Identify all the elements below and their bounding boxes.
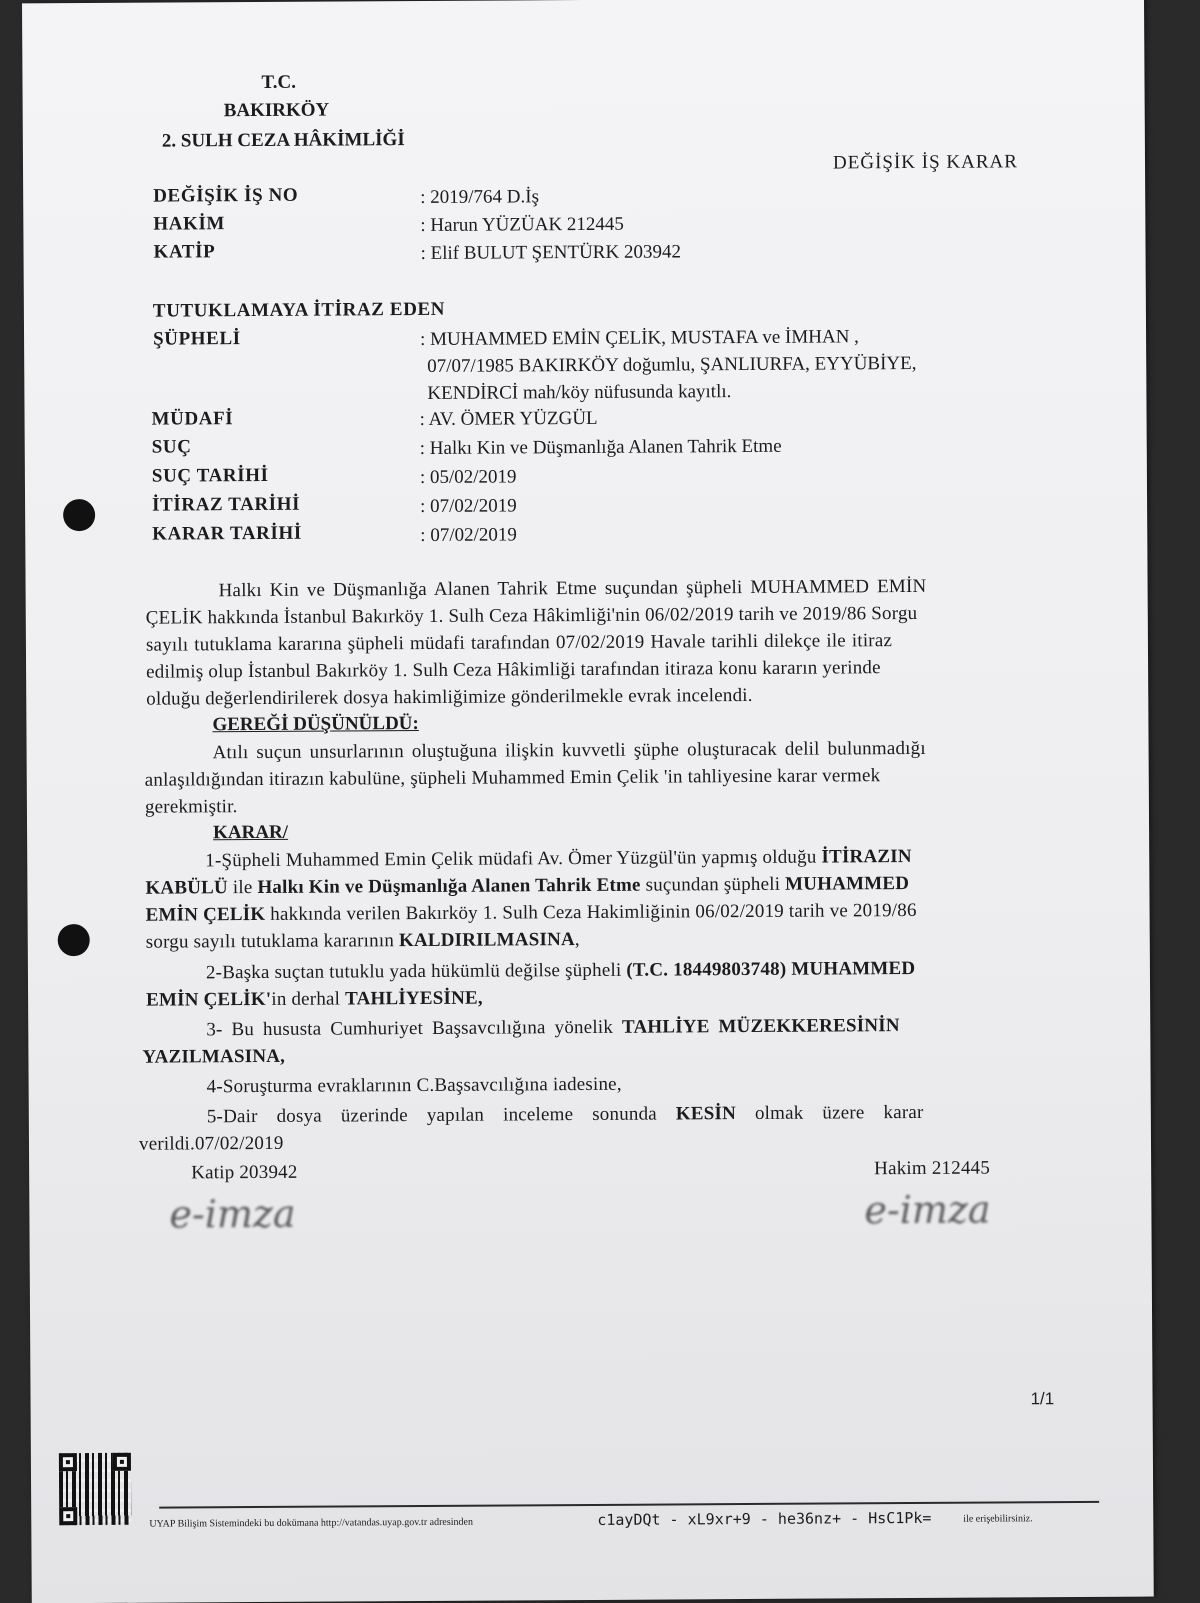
- judge-signature-label: Hakim 212445: [874, 1157, 991, 1180]
- footer-suffix: ile erişebilirsiniz.: [963, 1513, 1033, 1525]
- footer-divider: [159, 1501, 1099, 1509]
- judge-value: : Harun YÜZÜAK 212445: [420, 213, 624, 236]
- clerk-value: : Elif BULUT ŞENTÜRK 203942: [420, 241, 681, 264]
- clerk-esign-stamp: e-imza: [169, 1191, 296, 1237]
- considered-heading: GEREĞİ DÜŞÜNÜLDÜ:: [212, 713, 419, 736]
- intro-line: ÇELİK hakkında İstanbul Bakırköy 1. Sulh Ceza Hâkimliği'nin 06/02/2019 tarih ve 2019/86 Sorgu: [145, 602, 918, 629]
- document-page: [22, 0, 1154, 1603]
- decision-item-4-line: 4-Soruşturma evraklarının C.Başsavcılığına iadesine,: [206, 1073, 622, 1098]
- suspect-line: 07/07/1985 BAKIRKÖY doğumlu, ŞANLIURFA, EYYÜBİYE,: [427, 352, 917, 377]
- counsel-label: MÜDAFİ: [151, 408, 234, 430]
- decision-item-2-line: 2-Başka suçtan tutuklu yada hükümlü değilse şüpheli (T.C. 18449803748) MUHAMMED: [205, 957, 916, 984]
- judge-esign-stamp: e-imza: [864, 1187, 991, 1233]
- intro-line: edilmiş olup İstanbul Bakırköy 1. Sulh Ceza Hâkimliği tarafından itiraza konu kararın yerinde: [146, 657, 881, 683]
- intro-line: olduğu değerlendirilerek dosya hakimliğimize gönderilmekle evrak incelendi.: [146, 684, 753, 710]
- decision-item-3-line: 3- Bu hususta Cumhuriyet Başsavcılığına yönelik TAHLİYE MÜZEKKERESİNİN: [206, 1015, 900, 1041]
- offense-value: : Halkı Kin ve Düşmanlığa Alanen Tahrik Etme: [419, 435, 782, 460]
- page-number: 1/1: [1030, 1389, 1055, 1409]
- clerk-signature-label: Katip 203942: [191, 1161, 298, 1184]
- clerk-label: KATİP: [153, 241, 216, 263]
- intro-line: Halkı Kin ve Düşmanlığa Alanen Tahrik Etme suçundan şüpheli MUHAMMED EMİN: [218, 575, 927, 602]
- intro-line: sayılı tutuklama kararına şüpheli müdafi tarafından 07/02/2019 Havale tarihli dilekçe ile itiraz: [145, 630, 893, 656]
- decision-item-3-line: YAZILMASINA,: [142, 1045, 286, 1068]
- city-heading: BAKIRKÖY: [223, 99, 330, 122]
- case-no-label: DEĞİŞİK İŞ NO: [153, 184, 299, 207]
- qr-finder-mark: [113, 1453, 131, 1471]
- court-heading: 2. SULH CEZA HÂKİMLİĞİ: [161, 129, 405, 152]
- suspect-label: ŞÜPHELİ: [152, 328, 241, 350]
- qr-finder-mark: [59, 1507, 77, 1525]
- considered-line: gerekmiştir.: [144, 796, 238, 818]
- decision-item-1-line: sorgu sayılı tutuklama kararının KALDIRILMASINA,: [145, 929, 580, 953]
- decision-item-5-line: verildi.07/02/2019: [138, 1132, 284, 1155]
- document-type: DEĞİŞİK İŞ KARAR: [832, 151, 1018, 174]
- judge-label: HAKİM: [153, 213, 226, 235]
- footer-prefix: UYAP Bilişim Sistemindeki bu dokümana http://vatandas.uyap.gov.tr adresinden: [149, 1516, 474, 1530]
- objection-date-value: : 07/02/2019: [420, 495, 517, 518]
- decision-item-1-line: KABÜLÜ ile Halkı Kin ve Düşmanlığa Alanen Tahrik Etme suçundan şüpheli MUHAMMED: [145, 873, 910, 899]
- decision-item-1-line: EMİN ÇELİK hakkında verilen Bakırköy 1. Sulh Ceza Hakimliğinin 06/02/2019 tarih ve 2019/86: [145, 899, 917, 926]
- qr-finder-mark: [59, 1453, 77, 1471]
- punch-hole: [58, 924, 90, 956]
- counsel-value: : AV. ÖMER YÜZGÜL: [419, 407, 598, 431]
- offense-date-label: SUÇ TARİHİ: [151, 464, 269, 487]
- objector-label: TUTUKLAMAYA İTİRAZ EDEN: [152, 298, 446, 322]
- offense-date-value: : 05/02/2019: [419, 466, 517, 489]
- decision-date-value: : 07/02/2019: [420, 524, 517, 547]
- qr-code: [59, 1453, 131, 1525]
- punch-hole: [63, 499, 95, 531]
- case-no-value: : 2019/764 D.İş: [420, 186, 540, 208]
- considered-line: anlaşıldığından itirazın kabulüne, şüpheli Muhammed Emin Çelik 'in tahliyesine karar vermek: [144, 765, 881, 791]
- suspect-line: : MUHAMMED EMİN ÇELİK, MUSTAFA ve İMHAN ,: [420, 326, 859, 351]
- considered-line: Atılı suçun unsurlarının oluştuğuna ilişkin kuvvetli şüphe oluşturacak delil bulunmadığı: [212, 737, 926, 764]
- objection-date-label: İTİRAZ TARİHİ: [152, 493, 301, 516]
- decision-item-5-line: 5-Dair dosya üzerinde yapılan inceleme sonunda KESİN olmak üzere karar: [206, 1101, 924, 1128]
- suspect-line: KENDİRCİ mah/köy nüfusunda kayıtlı.: [427, 381, 732, 404]
- decision-heading: KARAR/: [213, 821, 289, 844]
- country-heading: T.C.: [261, 71, 297, 93]
- decision-item-1-line: 1-Şüpheli Muhammed Emin Çelik müdafi Av. Ömer Yüzgül'ün yapmış olduğu İTİRAZIN: [205, 846, 912, 872]
- offense-label: SUÇ: [151, 436, 192, 458]
- decision-date-label: KARAR TARİHİ: [152, 522, 302, 545]
- decision-item-2-line: EMİN ÇELİK'in derhal TAHLİYESİNE,: [146, 987, 483, 1011]
- footer-verification-code: c1ayDQt - xL9xr+9 - he36nz+ - HsC1Pk=: [597, 1508, 932, 1529]
